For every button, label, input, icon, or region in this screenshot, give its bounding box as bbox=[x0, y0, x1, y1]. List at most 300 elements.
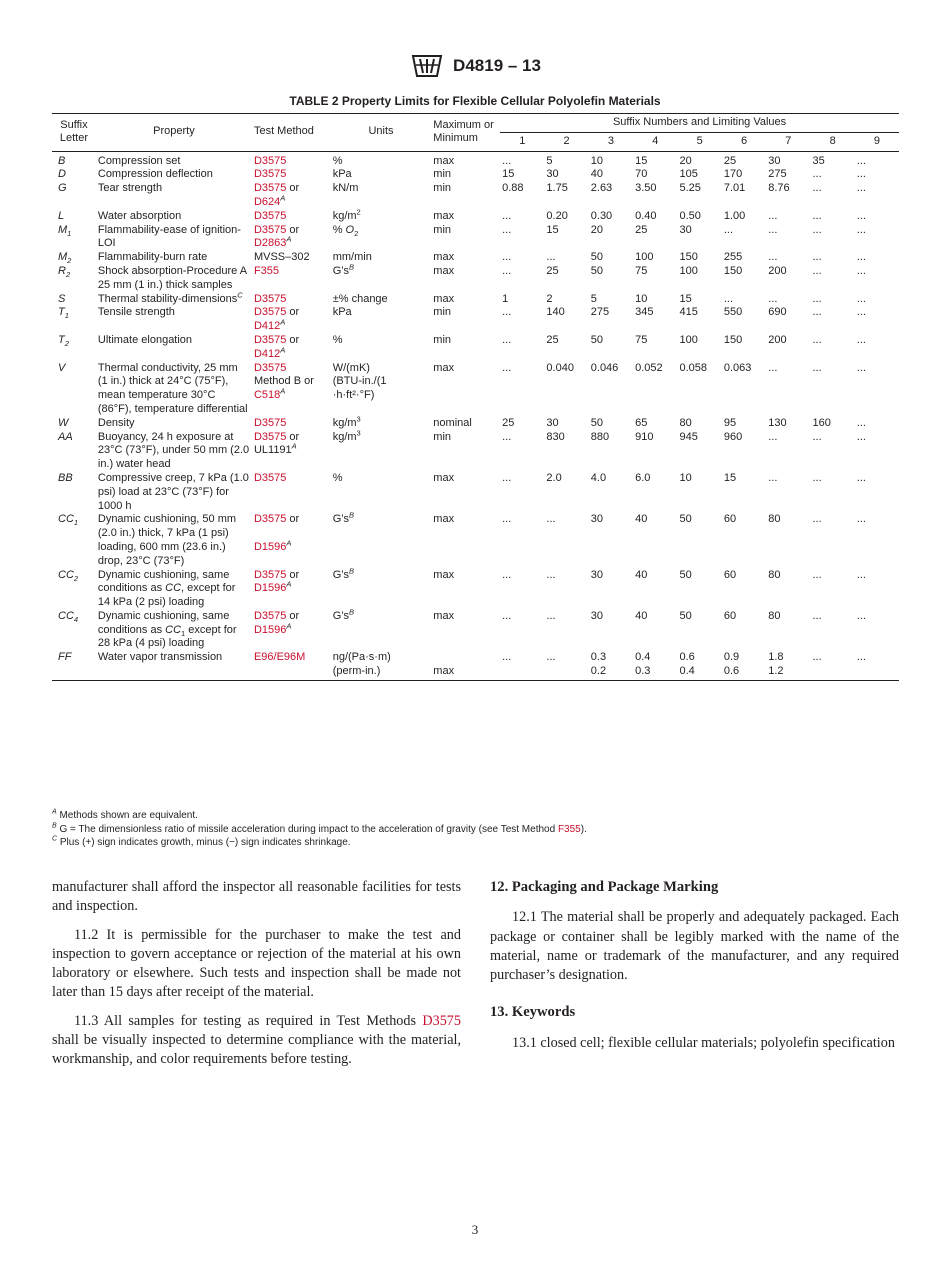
suffix-letter: S bbox=[58, 292, 66, 305]
limit-value: 7.01 bbox=[723, 182, 746, 195]
limit-value: ... bbox=[812, 361, 822, 374]
suffix-letter: W bbox=[58, 416, 69, 429]
property: Flammability-ease of ignition-LOI bbox=[97, 223, 241, 250]
limit-value: ... bbox=[546, 513, 556, 526]
limit-value: 100 bbox=[679, 333, 698, 346]
limit-value: ... bbox=[768, 223, 778, 236]
limit-value: 0.040 bbox=[546, 361, 574, 374]
test-method-link[interactable]: D3575 bbox=[253, 292, 287, 305]
header-suffix-numbers: Suffix Numbers and Limiting Values bbox=[500, 114, 899, 133]
table-row bbox=[52, 151, 899, 168]
right-column bbox=[490, 878, 899, 1062]
property-limits-table bbox=[52, 113, 899, 681]
limit-value: 50 bbox=[590, 264, 604, 277]
table-row bbox=[52, 610, 899, 651]
or-text: or bbox=[286, 609, 300, 622]
limit-value: 30 bbox=[590, 568, 604, 581]
limit-value: ... bbox=[768, 430, 778, 443]
limit-value: 40 bbox=[635, 513, 648, 526]
limit-value: 0.3 0.2 bbox=[589, 651, 633, 680]
limit-value: ... bbox=[856, 333, 866, 346]
limit-value: 0.9 0.6 bbox=[722, 651, 766, 680]
limit-value: ... bbox=[502, 609, 512, 622]
property: Shock absorption-Procedure A 25 mm (1 in.) thick samples bbox=[97, 264, 248, 291]
table-row bbox=[52, 472, 899, 513]
limit-value: 80 bbox=[679, 416, 692, 429]
test-method-link[interactable]: D3575 bbox=[253, 306, 287, 319]
or-text: or bbox=[286, 430, 300, 443]
limit-value: ... bbox=[812, 306, 822, 319]
limit-value: ... bbox=[544, 651, 588, 680]
limit-value: ... bbox=[502, 361, 512, 374]
suffix-letter: L bbox=[58, 209, 65, 222]
limit-value: ... bbox=[855, 651, 899, 680]
suffix-letter: AA bbox=[58, 430, 73, 443]
limit-value: 945 bbox=[679, 430, 698, 443]
limit-value: 95 bbox=[723, 416, 737, 429]
max-min: max bbox=[433, 264, 455, 277]
max-min: max bbox=[433, 361, 455, 374]
limit-value: ... bbox=[502, 209, 512, 222]
footnote-mark: A bbox=[286, 234, 292, 244]
footnote-mark: A bbox=[280, 386, 286, 396]
limit-value: 415 bbox=[679, 306, 698, 319]
limit-value: 80 bbox=[768, 568, 781, 581]
property: Ultimate elongation bbox=[97, 333, 193, 346]
test-method-link[interactable]: D3575 bbox=[253, 154, 287, 167]
test-method-link[interactable]: D3575 bbox=[253, 430, 287, 443]
units: $G’s^B$ bbox=[332, 262, 355, 277]
limit-value: ... bbox=[811, 651, 855, 680]
test-method-link[interactable]: D1596 bbox=[253, 582, 287, 595]
header-number: 2 bbox=[544, 132, 588, 151]
max-min: min bbox=[433, 223, 452, 236]
suffix-letter: BB bbox=[58, 471, 73, 484]
limit-value: ... bbox=[502, 223, 512, 236]
max-min: max bbox=[433, 568, 455, 581]
limit-value: ... bbox=[856, 154, 866, 167]
limit-value: 150 bbox=[723, 264, 743, 277]
units: W/(mK) bbox=[332, 361, 370, 374]
test-method-link[interactable]: D3575 bbox=[253, 333, 287, 346]
test-method bbox=[252, 417, 331, 431]
limit-value: 200 bbox=[768, 264, 787, 277]
test-method-link[interactable]: D412 bbox=[253, 320, 281, 333]
limit-value: 25 bbox=[546, 264, 559, 277]
limit-value: 25 bbox=[546, 333, 559, 346]
test-method-link[interactable]: E96/E96M bbox=[253, 651, 306, 664]
test-method-link[interactable]: D3575 bbox=[253, 182, 287, 195]
test-method bbox=[252, 265, 331, 293]
limit-value: ... bbox=[502, 251, 512, 264]
limit-value: 0.40 bbox=[635, 209, 657, 222]
paragraph-12-1: 12.1 The material shall be properly and adequately packaged. Each package or container shall be legibly marked with the name of the material, name or trademark of the manufacturer, and any required purchaser’s designation. bbox=[490, 909, 899, 984]
limit-value: 100 bbox=[635, 251, 654, 264]
max-min: min bbox=[433, 430, 452, 443]
limit-value: 150 bbox=[679, 251, 698, 264]
limit-value: 0.88 bbox=[502, 182, 524, 195]
suffix-letter: FF bbox=[52, 651, 96, 680]
limit-value: 50 bbox=[679, 568, 692, 581]
limit-value: 275 bbox=[768, 168, 787, 181]
page-number: 3 bbox=[471, 1222, 479, 1237]
test-method-link[interactable]: D3575 bbox=[253, 223, 287, 236]
max-min: max bbox=[433, 209, 455, 222]
test-method-link[interactable]: D3575 bbox=[253, 471, 287, 484]
limit-value: ... bbox=[812, 182, 822, 195]
limit-value: ... bbox=[856, 182, 866, 195]
limit-value: 25 bbox=[635, 223, 648, 236]
test-method bbox=[252, 651, 331, 680]
table-title: TABLE 2 Property Limits for Flexible Cellular Polyolefin Materials bbox=[289, 94, 661, 108]
table-row bbox=[52, 431, 899, 472]
header-test-method: Test Method bbox=[252, 114, 331, 152]
test-method bbox=[252, 151, 331, 168]
test-method-link[interactable]: D3575 bbox=[253, 168, 287, 181]
property: (1 in.) thick at 24°C (75°F), mean temperature 30°C (86°F), temperature differential bbox=[97, 375, 248, 415]
limit-value: 200 bbox=[768, 333, 787, 346]
limit-value: ... bbox=[502, 471, 512, 484]
or-text: or bbox=[286, 568, 300, 581]
limit-value: 140 bbox=[546, 306, 565, 319]
test-method: Method B or $C518^A$ bbox=[253, 375, 314, 402]
table-row bbox=[52, 569, 899, 610]
test-method bbox=[252, 224, 331, 252]
property: Thermal conductivity, 25 mm bbox=[97, 361, 238, 374]
limit-value: 30 bbox=[546, 168, 559, 181]
suffix-letter: $M_1$ bbox=[58, 223, 72, 238]
units: $G’s^B$ bbox=[332, 607, 355, 622]
limit-value: ... bbox=[768, 292, 778, 305]
property: Dynamic cushioning, 50 mm (2.0 in.) thick, 7 kPa (1 psi) loading, 600 mm (23.6 in.) drop, 23°C (73°F) bbox=[97, 513, 237, 567]
table-row bbox=[52, 651, 899, 680]
limit-value: 25 bbox=[502, 416, 515, 429]
paragraph-continued: manufacturer shall afford the inspector all reasonable facilities for tests and inspection. bbox=[52, 879, 461, 915]
limit-value: ... bbox=[812, 568, 822, 581]
limit-value: 0.063 bbox=[723, 361, 752, 374]
limit-value: 105 bbox=[679, 168, 698, 181]
limit-value: ... bbox=[856, 251, 866, 264]
limit-value: ... bbox=[502, 154, 512, 167]
footnote-mark: A bbox=[286, 621, 292, 631]
units: ±% change bbox=[332, 292, 388, 305]
limit-value: 880 bbox=[590, 430, 610, 443]
footnote-mark: A bbox=[280, 345, 286, 355]
test-method bbox=[252, 293, 331, 307]
limit-value: 0.50 bbox=[679, 209, 701, 222]
paragraph-11-3: 11.3 All samples for testing as required in Test Methods D3575 shall be visually inspected to determine compliance with the material, workmanship, and color requirements before testing. bbox=[52, 1012, 461, 1068]
limit-value: 550 bbox=[723, 306, 743, 319]
limit-value: 5 bbox=[590, 292, 597, 305]
limit-value: 1.75 bbox=[546, 182, 568, 195]
property: Tensile strength bbox=[97, 306, 175, 319]
test-method-link[interactable]: C518 bbox=[253, 389, 281, 402]
table-row bbox=[52, 417, 899, 431]
limit-value: 1.8 1.2 bbox=[766, 651, 810, 680]
property: Dynamic cushioning, same conditions as CC, except for 14 kPa (2 psi) loading bbox=[97, 568, 236, 609]
limit-value: 20 bbox=[590, 223, 604, 236]
limit-value: 40 bbox=[635, 568, 648, 581]
limit-value: 0.20 bbox=[546, 209, 568, 222]
limit-value: 70 bbox=[635, 168, 648, 181]
test-method: D3575 or $UL1191^A$ bbox=[253, 430, 300, 457]
header-number: 9 bbox=[855, 132, 899, 151]
limit-value: ... bbox=[812, 292, 822, 305]
max-min: min bbox=[433, 306, 452, 319]
limit-value: 910 bbox=[635, 430, 654, 443]
footnote-link[interactable]: F355 bbox=[557, 823, 581, 835]
footnote-mark: A bbox=[280, 317, 286, 327]
test-method-link[interactable]: D3575 bbox=[253, 416, 287, 429]
limit-value: ... bbox=[502, 513, 512, 526]
document-header bbox=[0, 50, 950, 86]
header-number: 8 bbox=[811, 132, 855, 151]
max-min: max bbox=[431, 651, 500, 680]
limit-value: 80 bbox=[768, 609, 781, 622]
limit-value: ... bbox=[856, 513, 866, 526]
property: Flammability-burn rate bbox=[97, 251, 208, 264]
test-method bbox=[252, 182, 331, 210]
limit-value: ... bbox=[500, 651, 544, 680]
table-row bbox=[52, 293, 899, 307]
paragraph-13-1: 13.1 closed cell; flexible cellular materials; polyolefin specification bbox=[512, 1034, 895, 1051]
property: Dynamic cushioning, same conditions as $CC_1$ except for 28 kPa (4 psi) loading bbox=[97, 609, 237, 650]
suffix-letter: $CC_1$ bbox=[58, 513, 79, 528]
limit-value: 50 bbox=[590, 251, 604, 264]
table-row bbox=[52, 334, 899, 362]
limit-value: 5 bbox=[546, 154, 553, 167]
limit-value: 3.50 bbox=[635, 182, 657, 195]
suffix-letter: V bbox=[58, 361, 66, 374]
table-row bbox=[52, 182, 899, 210]
limit-value: ... bbox=[502, 430, 512, 443]
limit-value: ... bbox=[856, 361, 866, 374]
or-text: or bbox=[286, 182, 300, 195]
test-method-link[interactable]: D3575 bbox=[253, 209, 287, 222]
table-row bbox=[52, 168, 899, 182]
limit-value: 30 bbox=[546, 416, 559, 429]
header-number: 5 bbox=[677, 132, 721, 151]
max-min: max bbox=[433, 609, 455, 622]
units: % bbox=[332, 471, 343, 484]
footnote-mark: A bbox=[286, 579, 292, 589]
test-method-link[interactable]: D2863 bbox=[253, 237, 287, 250]
limit-value: ... bbox=[812, 251, 822, 264]
suffix-letter: $M_2$ bbox=[58, 251, 72, 266]
limit-value: ... bbox=[546, 609, 556, 622]
limit-value: ... bbox=[856, 306, 866, 319]
limit-value: 80 bbox=[768, 513, 781, 526]
limit-value: 15 bbox=[546, 223, 559, 236]
limit-value: ... bbox=[812, 471, 822, 484]
test-method-link[interactable]: D3575 bbox=[253, 609, 287, 622]
limit-value: 2.0 bbox=[546, 471, 562, 484]
limit-value: ... bbox=[768, 471, 778, 484]
limit-value: ... bbox=[856, 609, 866, 622]
limit-value: ... bbox=[856, 292, 866, 305]
limit-value: ... bbox=[768, 251, 778, 264]
footnote-a: $^A$ Methods shown are equivalent. bbox=[52, 808, 198, 821]
limit-value: 0.4 0.3 bbox=[633, 651, 677, 680]
limit-value: ... bbox=[812, 430, 822, 443]
units: % bbox=[332, 333, 343, 346]
limit-value: ... bbox=[856, 416, 866, 429]
limit-value: ... bbox=[812, 168, 822, 181]
limit-value: 75 bbox=[635, 264, 648, 277]
header-number: 7 bbox=[766, 132, 810, 151]
paragraph-11-2: 11.2 It is permissible for the purchaser to make the test and inspection to govern acceptance or rejection of the material at his own laboratory or elsewhere. Such tests and inspection shall be made not later than 15 days after receipt of the material. bbox=[52, 926, 461, 1001]
limit-value: 30 bbox=[679, 223, 692, 236]
limit-value: ... bbox=[812, 333, 822, 346]
limit-value: 60 bbox=[723, 513, 737, 526]
limit-value: 960 bbox=[723, 430, 743, 443]
limit-value: 275 bbox=[590, 306, 610, 319]
limit-value: 0.30 bbox=[590, 209, 613, 222]
test-method-link[interactable]: D1596 bbox=[253, 623, 287, 636]
units: mm/min bbox=[332, 251, 372, 264]
suffix-letter: $T_2$ bbox=[58, 333, 69, 349]
limit-value: ... bbox=[768, 209, 778, 222]
max-min: max bbox=[433, 251, 455, 264]
limit-value: ... bbox=[856, 568, 866, 581]
limit-value: 20 bbox=[679, 154, 692, 167]
limit-value: 35 bbox=[812, 154, 825, 167]
property: Compression deflection bbox=[97, 168, 213, 181]
limit-value: 0.046 bbox=[590, 361, 619, 374]
header-number: 1 bbox=[500, 132, 544, 151]
test-method-link[interactable]: D3575 bbox=[253, 513, 287, 526]
test-method bbox=[252, 168, 331, 182]
max-min: min bbox=[433, 333, 452, 346]
limit-value: 2.63 bbox=[590, 182, 613, 195]
limit-value: ... bbox=[812, 513, 822, 526]
header-units: Units bbox=[331, 114, 432, 152]
left-column bbox=[52, 878, 461, 1079]
or-text: or bbox=[286, 333, 300, 346]
property: Thermal stability-dimensions$^C$ bbox=[97, 289, 243, 305]
property: Water vapor transmission bbox=[96, 651, 252, 680]
document-number: D4819 – 13 bbox=[453, 56, 541, 75]
limit-value: 30 bbox=[590, 513, 604, 526]
suffix-letter: $R_2$ bbox=[58, 264, 71, 280]
limit-value: 830 bbox=[546, 430, 565, 443]
max-min: max bbox=[433, 154, 455, 167]
test-method-link[interactable]: D624 bbox=[253, 195, 281, 208]
limit-value: ... bbox=[812, 609, 822, 622]
suffix-letter: D bbox=[58, 168, 66, 181]
units: % bbox=[332, 154, 343, 167]
limit-value: 345 bbox=[635, 306, 654, 319]
limit-value: 10 bbox=[679, 471, 692, 484]
or-text: or bbox=[286, 306, 300, 319]
footnote-mark: A bbox=[291, 441, 297, 451]
units: kPa bbox=[332, 168, 352, 181]
limit-value: 15 bbox=[502, 168, 515, 181]
limit-value: 25 bbox=[723, 154, 737, 167]
limit-value: ... bbox=[768, 361, 778, 374]
limit-value: 0.6 0.4 bbox=[677, 651, 721, 680]
limit-value: 8.76 bbox=[768, 182, 790, 195]
limit-value: ... bbox=[723, 292, 734, 305]
limit-value: 2 bbox=[546, 292, 553, 305]
limit-value: 50 bbox=[679, 609, 692, 622]
limit-value: 170 bbox=[723, 168, 743, 181]
or-text: or bbox=[286, 223, 300, 236]
suffix-letter: $T_1$ bbox=[58, 306, 69, 321]
units: kN/m bbox=[332, 182, 359, 195]
units: $kg/m^3$ bbox=[332, 414, 361, 429]
or-text: or bbox=[286, 513, 300, 526]
test-method-link[interactable]: D3575 bbox=[253, 568, 287, 581]
test-method bbox=[252, 306, 331, 334]
units: $G’s^B$ bbox=[332, 565, 355, 581]
limit-value: 50 bbox=[679, 513, 692, 526]
limit-value: 10 bbox=[635, 292, 648, 305]
limit-value: 130 bbox=[768, 416, 787, 429]
property: Buoyancy, 24 h exposure at 23°C (73°F), under 50 mm (2.0 in.) water head bbox=[97, 430, 250, 471]
test-method: MVSS–302 bbox=[253, 251, 310, 264]
limit-value: 150 bbox=[723, 333, 743, 346]
section-12-heading: 12. Packaging and Package Marking bbox=[490, 879, 719, 895]
table-row bbox=[52, 251, 899, 265]
units: ng/(Pa·s·m) (perm-in.) bbox=[331, 651, 432, 680]
limit-value: 40 bbox=[590, 168, 604, 181]
header-number: 3 bbox=[589, 132, 633, 151]
limit-value: 15 bbox=[635, 154, 648, 167]
limit-value: ... bbox=[502, 568, 512, 581]
header-property: Property bbox=[96, 114, 252, 152]
limit-value: 15 bbox=[723, 471, 737, 484]
astm-logo-icon bbox=[409, 50, 445, 82]
units: kPa bbox=[332, 306, 352, 319]
footnote-c: $^C$ Plus (+) sign indicates growth, minus (−) sign indicates shrinkage. bbox=[52, 835, 351, 849]
limit-value: 5.25 bbox=[679, 182, 701, 195]
limit-value: 30 bbox=[590, 609, 604, 622]
header-number: 4 bbox=[633, 132, 677, 151]
d3575-link[interactable]: D3575 bbox=[422, 1012, 461, 1029]
max-min: min bbox=[433, 168, 452, 181]
test-method-link[interactable]: D1596 bbox=[253, 540, 287, 553]
limit-value: ... bbox=[856, 223, 866, 236]
property: Compression set bbox=[97, 154, 181, 167]
property: Water absorption bbox=[97, 209, 182, 222]
footnote-mark: A bbox=[280, 193, 286, 203]
limit-value: 6.0 bbox=[635, 471, 651, 484]
max-min: min bbox=[433, 182, 452, 195]
limit-value: 50 bbox=[590, 333, 604, 346]
table-row bbox=[52, 210, 899, 224]
footnote-b: $^B$ G = The dimensionless ratio of missile acceleration during impact to the acceleration of gravity (see Test Method F355). bbox=[52, 822, 587, 835]
limit-value: ... bbox=[812, 264, 822, 277]
units: $kg/m^3$ bbox=[332, 427, 361, 443]
limit-value: ... bbox=[856, 168, 866, 181]
limit-value: ... bbox=[723, 223, 734, 236]
limit-value: 75 bbox=[635, 333, 648, 346]
table-row bbox=[52, 265, 899, 293]
test-method bbox=[252, 362, 331, 376]
test-method-link[interactable]: D3575 bbox=[253, 361, 287, 374]
limit-value: 10 bbox=[590, 154, 604, 167]
limit-value: 160 bbox=[812, 416, 831, 429]
test-method-link[interactable]: F355 bbox=[253, 264, 280, 277]
footnote-mark: B bbox=[349, 510, 355, 520]
limit-value: 60 bbox=[723, 568, 737, 581]
test-method bbox=[252, 472, 331, 513]
table-row bbox=[52, 306, 899, 334]
units: $kg/m^2$ bbox=[332, 207, 361, 222]
test-method-link[interactable]: D412 bbox=[253, 347, 281, 360]
limit-value: 60 bbox=[723, 609, 737, 622]
